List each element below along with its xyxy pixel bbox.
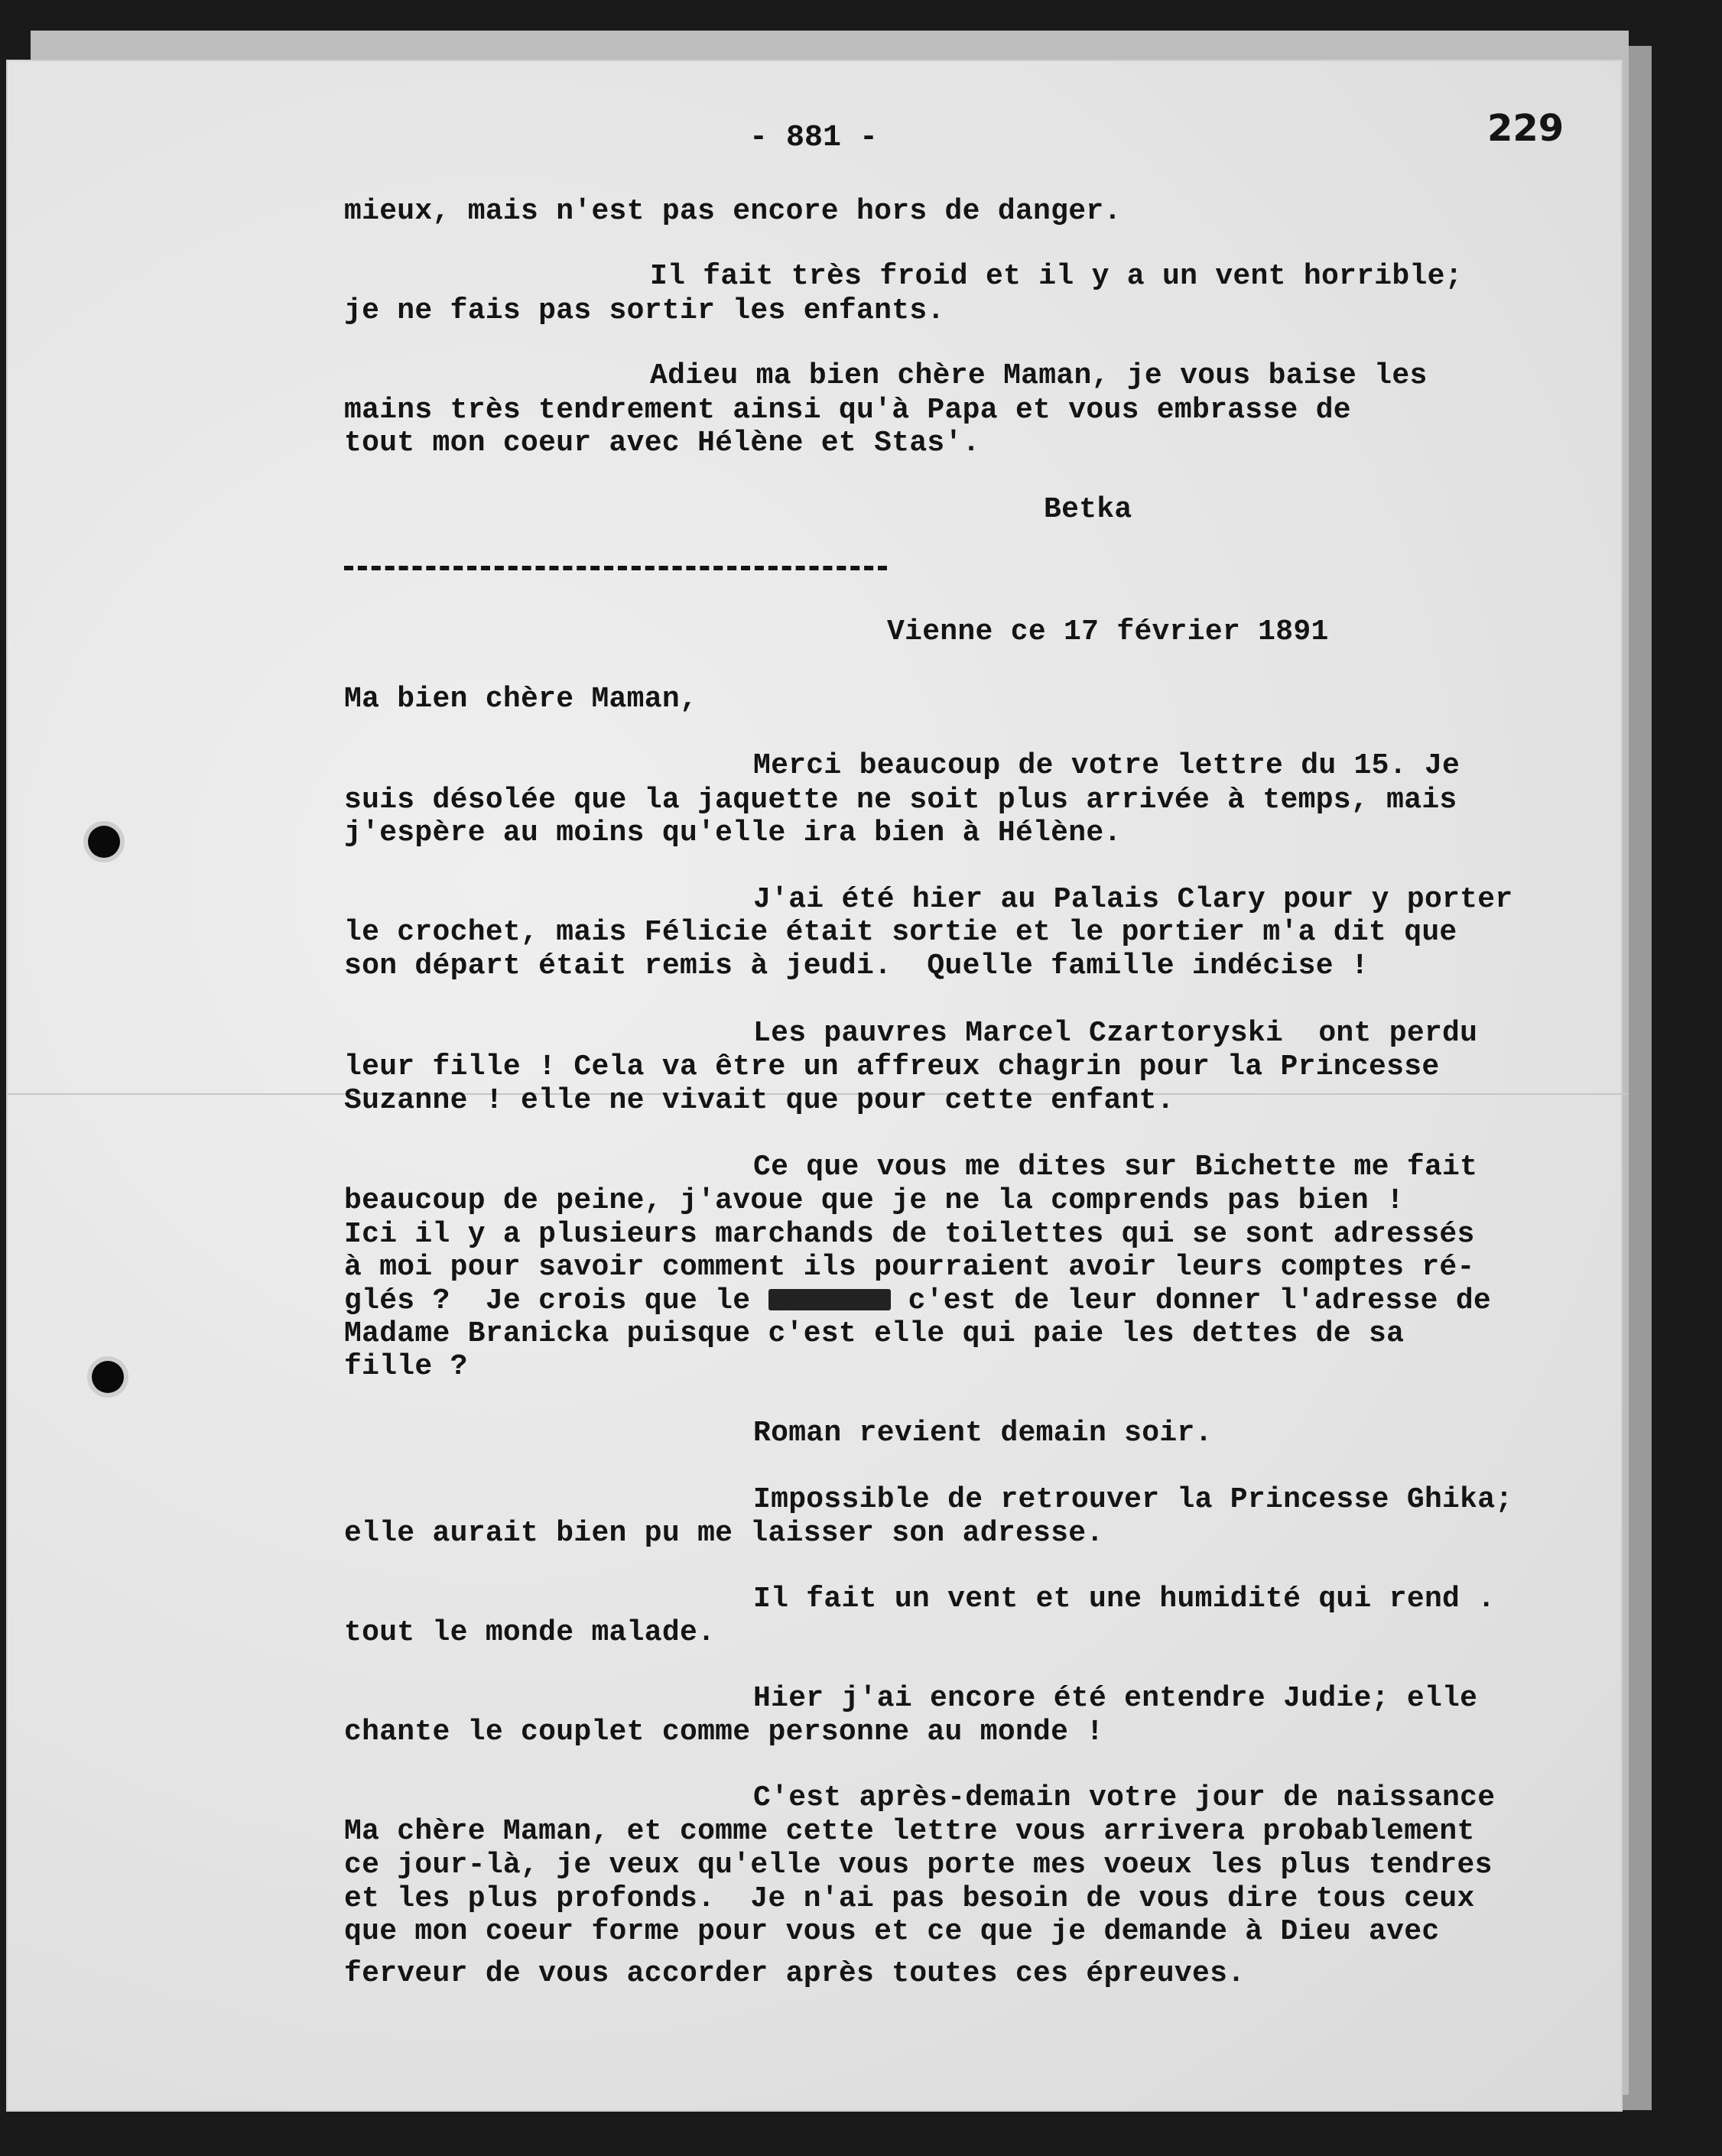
text-segment: Les pauvres Marcel Czartoryski ont perdu — [753, 1017, 1478, 1050]
text-segment: Suzanne ! elle ne vivait que pour cette enfant. — [344, 1084, 1175, 1117]
text-segment: Merci beaucoup de votre lettre du 15. Je — [753, 749, 1460, 782]
text-segment: Madame Branicka puisque c'est elle qui paie les dettes de sa — [344, 1317, 1405, 1350]
letter-line — [344, 817, 1122, 849]
previous-letter-line — [1044, 493, 1132, 526]
letter-line — [753, 1417, 1213, 1450]
text-segment: Betka — [1044, 493, 1132, 526]
text-segment: Impossible de retrouver la Princesse Ghika; — [753, 1483, 1513, 1516]
letter-line — [753, 1483, 1512, 1516]
text-segment: mains très tendrement ainsi qu'à Papa et vous embrasse de — [344, 394, 1351, 427]
letter-line — [753, 1017, 1477, 1050]
text-segment: ferveur de vous accorder après toutes ces épreuves. — [344, 1957, 1246, 1990]
text-segment: Il fait très froid et il y a un vent horrible; — [650, 260, 1463, 293]
text-segment: Ce que vous me dites sur Bichette me fait — [753, 1151, 1478, 1184]
letter-line — [344, 1184, 1404, 1217]
letter-salutation: Ma bien chère Maman, — [344, 683, 698, 716]
letter-line — [753, 1682, 1477, 1715]
previous-letter-line — [344, 394, 1351, 427]
punch-hole-top — [88, 826, 120, 858]
letter-line — [344, 1849, 1493, 1882]
text-segment: à moi pour savoir comment ils pourraient avoir leurs comptes ré- — [344, 1251, 1475, 1284]
text-segment: Adieu ma bien chère Maman, je vous baise les — [650, 359, 1428, 392]
previous-letter-line — [650, 260, 1463, 293]
text-segment: beaucoup de peine, j'avoue que je ne la comprends pas bien ! — [344, 1184, 1405, 1217]
text-segment: C'est après-demain votre jour de naissance — [753, 1781, 1496, 1814]
text-segment: je ne fais pas sortir les enfants. — [344, 294, 945, 327]
text-segment: et les plus profonds. Je n'ai pas besoin de vous dire tous ceux — [344, 1882, 1475, 1915]
letter-line — [753, 749, 1460, 782]
text-segment: glés ? Je crois que le — [344, 1284, 751, 1317]
letter-line — [753, 1151, 1477, 1184]
text-segment: Il fait un vent et une humidité qui rend . — [753, 1583, 1496, 1615]
text-segment: J'ai été hier au Palais Clary pour y porter — [753, 883, 1513, 916]
letter-date: Vienne ce 17 février 1891 — [887, 615, 1329, 648]
text-segment: le crochet, mais Félicie était sortie et le portier m'a dit que — [344, 916, 1457, 949]
letter-line — [344, 1915, 1439, 1948]
letter-line — [344, 784, 1457, 817]
text-segment: Ici il y a plusieurs marchands de toilettes qui se sont adressés — [344, 1218, 1475, 1251]
previous-letter-line — [344, 195, 1122, 228]
letter-line — [344, 1716, 1103, 1749]
letter-line — [344, 1251, 1475, 1284]
previous-letter-line — [344, 427, 980, 459]
text-segment: ce jour-là, je veux qu'elle vous porte mes voeux les plus tendres — [344, 1849, 1493, 1882]
text-segment: que mon coeur forme pour vous et ce que je demande à Dieu avec — [344, 1915, 1440, 1948]
text-segment: fille ? — [344, 1350, 468, 1383]
letter-line — [344, 1882, 1475, 1915]
letter-line — [344, 950, 1369, 982]
text-segment: mieux, mais n'est pas encore hors de danger. — [344, 195, 1122, 228]
separator-rule — [344, 566, 887, 570]
letter-line — [753, 1781, 1495, 1814]
letter-line — [344, 1050, 1439, 1083]
previous-letter-line — [344, 294, 945, 327]
letter-line — [344, 916, 1457, 949]
text-segment: chante le couplet comme personne au monde ! — [344, 1716, 1104, 1749]
letter-line — [344, 1084, 1175, 1117]
text-segment: son départ était remis à jeudi. Quelle famille indécise ! — [344, 950, 1369, 982]
letter-line — [344, 1284, 1491, 1317]
folio-number: 229 — [1487, 107, 1564, 150]
text-segment: c'est de leur donner l'adresse de — [890, 1284, 1492, 1317]
text-segment: tout le monde malade. — [344, 1616, 716, 1649]
letter-line — [344, 1517, 1103, 1550]
text-segment: elle aurait bien pu me laisser son adresse. — [344, 1517, 1104, 1550]
ink-blot — [768, 1289, 891, 1310]
text-segment: leur fille ! Cela va être un affreux chagrin pour la Princesse — [344, 1050, 1440, 1083]
letter-line — [344, 1317, 1404, 1350]
letter-line — [344, 1616, 715, 1649]
letter-line — [344, 1957, 1245, 1990]
text-segment: Roman revient demain soir. — [753, 1417, 1213, 1450]
letter-line — [344, 1815, 1475, 1848]
text-segment: Hier j'ai encore été entendre Judie; elle — [753, 1682, 1478, 1715]
page-number: - 881 - — [749, 121, 879, 155]
text-segment: suis désolée que la jaquette ne soit plus arrivée à temps, mais — [344, 784, 1457, 817]
text-segment: tout mon coeur avec Hélène et Stas'. — [344, 427, 980, 459]
letter-line — [753, 883, 1512, 916]
letter-line — [344, 1218, 1475, 1251]
punch-hole-bottom — [92, 1361, 124, 1393]
text-segment: Ma chère Maman, et comme cette lettre vous arrivera probablement — [344, 1815, 1475, 1848]
text-segment: j'espère au moins qu'elle ira bien à Hélène. — [344, 817, 1122, 849]
previous-letter-line — [650, 359, 1428, 392]
letter-line — [344, 1350, 468, 1383]
letter-line — [753, 1583, 1495, 1615]
